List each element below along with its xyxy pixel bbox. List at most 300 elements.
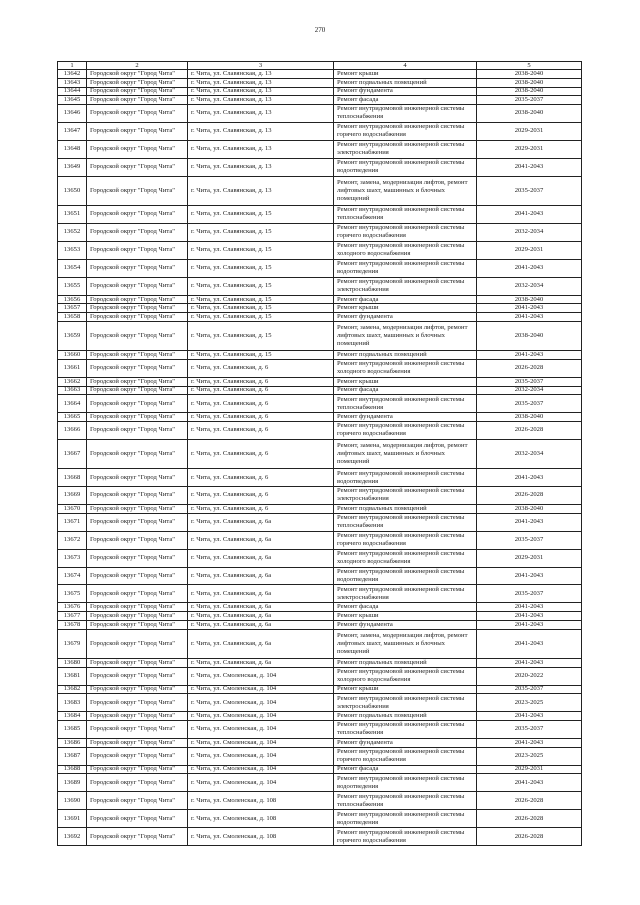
period-cell [477,630,582,659]
address-cell [188,96,334,105]
period-cell [477,828,582,846]
table-row [58,532,582,550]
row-number-text: 13668 [63,473,81,481]
work-type-text: Ремонт фасада [337,765,379,773]
table-row [58,487,582,505]
work-type-cell [334,88,477,97]
period-text: 2041-2043 [514,304,544,312]
municipality-cell [87,260,188,278]
table-row [58,514,582,532]
row-number-text: 13659 [63,331,81,339]
address-cell [188,242,334,260]
period-cell [477,313,582,322]
table-row [58,668,582,686]
address-cell [188,141,334,159]
work-type-text: Ремонт внутридомовой инженерной системы теплоснабжения [337,514,465,530]
table-row [58,694,582,712]
address-cell [188,686,334,695]
municipality-cell [87,224,188,242]
period-text: 2029-2031 [514,554,544,562]
address-cell [188,505,334,514]
address-cell [188,612,334,621]
row-number-cell [58,387,87,396]
work-type-cell [334,621,477,630]
table-row [58,612,582,621]
work-type-cell [334,712,477,721]
period-text: 2026-2028 [514,364,544,372]
municipality-text: Городской округ "Город Чита" [90,331,175,339]
row-number-cell [58,123,87,141]
column-header-1 [58,62,87,70]
address-cell [188,774,334,792]
table-row [58,568,582,586]
municipality-text: Городской округ "Город Чита" [90,210,175,218]
row-number-text: 13666 [63,426,81,434]
address-cell [188,748,334,766]
municipality-text: Городской округ "Город Чита" [90,246,175,254]
period-text: 2041-2043 [514,778,544,786]
work-type-text: Ремонт, замена, модернизация лифтов, ремонт лифтовых шахт, машинных и блочных помещений [337,178,468,202]
row-number-cell [58,721,87,739]
period-text: 2035-2037 [514,377,544,385]
work-type-text: Ремонт фундамента [337,313,393,320]
address-text: г. Чита, ул. Славянская, д. 6а [191,536,272,544]
municipality-cell [87,242,188,260]
municipality-cell [87,828,188,846]
work-type-cell [334,766,477,775]
municipality-cell [87,304,188,313]
column-header-4 [334,62,477,70]
row-number-cell [58,766,87,775]
address-cell [188,792,334,810]
address-text: г. Чита, ул. Смоленская, д. 104 [191,725,277,733]
period-text: 2038-2040 [514,109,544,117]
row-number-cell [58,739,87,748]
work-type-cell [334,322,477,351]
work-type-cell [334,378,477,387]
municipality-text: Городской округ "Город Чита" [90,377,175,385]
address-cell [188,395,334,413]
table-row [58,774,582,792]
work-type-cell [334,387,477,396]
address-text: г. Чита, ул. Славянская, д. 13 [191,186,272,194]
municipality-cell [87,395,188,413]
period-text: 2041-2043 [514,738,544,746]
period-text: 2029-2031 [514,145,544,153]
row-number-text: 13646 [63,109,81,117]
table-row [58,304,582,313]
row-number-cell [58,395,87,413]
municipality-text: Городской округ "Город Чита" [90,765,175,773]
municipality-text: Городской округ "Город Чита" [90,228,175,236]
row-number-text: 13661 [63,364,81,372]
period-cell [477,440,582,469]
period-cell [477,659,582,668]
municipality-text: Городской округ "Город Чита" [90,712,175,720]
row-number-cell [58,360,87,378]
row-number-cell [58,105,87,123]
municipality-text: Городской округ "Город Чита" [90,399,175,407]
address-cell [188,413,334,422]
work-type-text: Ремонт подвальных помещений [337,351,427,358]
address-cell [188,351,334,360]
table-row [58,603,582,612]
period-cell [477,360,582,378]
address-cell [188,360,334,378]
work-type-cell [334,177,477,206]
address-text: г. Чита, ул. Славянская, д. 6 [191,386,269,394]
table-row [58,422,582,440]
municipality-text: Городской округ "Город Чита" [90,814,175,822]
period-cell [477,568,582,586]
address-cell [188,378,334,387]
work-type-text: Ремонт фундамента [337,738,393,746]
period-text: 2041-2043 [514,712,544,720]
row-number-text: 13657 [63,304,81,312]
period-cell [477,351,582,360]
work-type-cell [334,694,477,712]
period-text: 2041-2043 [514,473,544,481]
row-number-cell [58,668,87,686]
row-number-cell [58,70,87,79]
address-text: г. Чита, ул. Смоленская, д. 104 [191,685,277,693]
row-number-text: 13683 [63,698,81,706]
work-type-cell [334,296,477,305]
row-number-cell [58,278,87,296]
row-number-cell [58,79,87,88]
row-number-text: 13667 [63,449,81,457]
table-row [58,206,582,224]
work-type-cell [334,440,477,469]
work-type-text: Ремонт внутридомовой инженерной системы горячего водоснабжения [337,828,465,844]
period-cell [477,550,582,568]
table-row [58,712,582,721]
period-text: 2026-2028 [514,814,544,822]
work-type-cell [334,422,477,440]
municipality-cell [87,748,188,766]
period-cell [477,177,582,206]
table-row [58,659,582,668]
row-number-text: 13654 [63,264,81,272]
address-cell [188,387,334,396]
work-type-cell [334,603,477,612]
period-text: 2026-2028 [514,796,544,804]
work-type-cell [334,123,477,141]
period-text: 2026-2028 [514,832,544,840]
column-header-1-text: 1 [70,62,74,69]
municipality-cell [87,792,188,810]
period-cell [477,123,582,141]
row-number-cell [58,96,87,105]
municipality-text: Городской округ "Город Чита" [90,351,175,358]
table-row [58,360,582,378]
work-type-cell [334,313,477,322]
row-number-text: 13648 [63,145,81,153]
address-cell [188,224,334,242]
period-cell [477,514,582,532]
work-type-text: Ремонт фасада [337,603,379,611]
municipality-cell [87,79,188,88]
row-number-text: 13689 [63,778,81,786]
column-header-2-text: 2 [135,62,139,69]
table-row [58,469,582,487]
table-body [58,70,582,846]
period-text: 2026-2028 [514,491,544,499]
period-cell [477,105,582,123]
work-type-cell [334,206,477,224]
table-row [58,505,582,514]
address-text: г. Чита, ул. Славянская, д. 13 [191,127,272,135]
period-cell [477,278,582,296]
work-type-cell [334,224,477,242]
work-type-text: Ремонт внутридомовой инженерной системы водоотведения [337,567,465,583]
row-number-text: 13670 [63,504,81,512]
municipality-text: Городской округ "Город Чита" [90,127,175,135]
work-type-cell [334,630,477,659]
table-row [58,395,582,413]
address-cell [188,514,334,532]
period-cell [477,206,582,224]
address-text: г. Чита, ул. Славянская, д. 13 [191,96,272,104]
municipality-cell [87,603,188,612]
work-type-text: Ремонт внутридомовой инженерной системы теплоснабжения [337,206,465,222]
work-type-text: Ремонт крыши [337,304,379,312]
address-cell [188,159,334,177]
address-cell [188,668,334,686]
work-type-cell [334,141,477,159]
row-number-cell [58,792,87,810]
municipality-text: Городской округ "Город Чита" [90,304,175,312]
period-text: 2035-2037 [514,399,544,407]
row-number-cell [58,828,87,846]
period-text: 2041-2043 [514,518,544,526]
work-type-text: Ремонт крыши [337,70,379,77]
row-number-text: 13682 [63,685,81,693]
row-number-text: 13688 [63,765,81,773]
period-text: 2035-2037 [514,536,544,544]
work-type-text: Ремонт внутридомовой инженерной системы водоотведения [337,260,465,276]
work-type-cell [334,659,477,668]
period-cell [477,810,582,828]
municipality-cell [87,360,188,378]
table-row [58,88,582,97]
table-row [58,630,582,659]
work-type-text: Ремонт подвальных помещений [337,504,427,512]
municipality-text: Городской округ "Город Чита" [90,109,175,117]
work-type-cell [334,96,477,105]
column-header-5 [477,62,582,70]
row-number-cell [58,141,87,159]
column-header-2 [87,62,188,70]
row-number-cell [58,206,87,224]
work-type-text: Ремонт крыши [337,377,379,385]
table-row [58,96,582,105]
table-row [58,387,582,396]
period-cell [477,721,582,739]
period-cell [477,159,582,177]
row-number-text: 13675 [63,589,81,597]
municipality-cell [87,766,188,775]
period-cell [477,739,582,748]
period-cell [477,242,582,260]
municipality-cell [87,810,188,828]
municipality-cell [87,296,188,305]
municipality-cell [87,413,188,422]
municipality-text: Городской округ "Город Чита" [90,295,175,303]
address-text: г. Чита, ул. Смоленская, д. 104 [191,752,277,760]
work-type-text: Ремонт подвальных помещений [337,658,427,666]
address-text: г. Чита, ул. Смоленская, д. 104 [191,712,277,720]
period-cell [477,748,582,766]
municipality-cell [87,712,188,721]
address-cell [188,659,334,668]
address-text: г. Чита, ул. Славянская, д. 13 [191,70,272,77]
address-text: г. Чита, ул. Смоленская, д. 104 [191,672,277,680]
municipality-text: Городской округ "Город Чита" [90,426,175,434]
municipality-cell [87,88,188,97]
row-number-cell [58,810,87,828]
address-text: г. Чита, ул. Славянская, д. 6 [191,473,269,481]
table-row [58,828,582,846]
table-row [58,296,582,305]
row-number-cell [58,514,87,532]
work-type-cell [334,360,477,378]
address-text: г. Чита, ул. Смоленская, д. 108 [191,814,277,822]
period-cell [477,70,582,79]
table-row [58,322,582,351]
address-text: г. Чита, ул. Славянская, д. 6а [191,571,272,579]
municipality-text: Городской округ "Город Чита" [90,589,175,597]
work-type-cell [334,774,477,792]
municipality-text: Городской округ "Город Чита" [90,313,175,320]
municipality-text: Городской округ "Город Чита" [90,738,175,746]
work-type-text: Ремонт внутридомовой инженерной системы теплоснабжения [337,721,465,737]
address-text: г. Чита, ул. Славянская, д. 6 [191,377,269,385]
table-row [58,748,582,766]
work-type-cell [334,487,477,505]
row-number-cell [58,748,87,766]
table-row [58,550,582,568]
period-text: 2032-2034 [514,282,544,290]
municipality-cell [87,159,188,177]
work-type-text: Ремонт внутридомовой инженерной системы теплоснабжения [337,792,465,808]
period-cell [477,505,582,514]
table-row [58,440,582,469]
address-cell [188,177,334,206]
municipality-cell [87,550,188,568]
address-text: г. Чита, ул. Славянская, д. 6а [191,658,272,666]
address-cell [188,630,334,659]
row-number-cell [58,487,87,505]
address-text: г. Чита, ул. Славянская, д. 6а [191,518,272,526]
row-number-cell [58,532,87,550]
work-type-cell [334,810,477,828]
address-text: г. Чита, ул. Славянская, д. 13 [191,145,272,153]
period-text: 2035-2037 [514,186,544,194]
address-cell [188,206,334,224]
period-cell [477,792,582,810]
work-type-cell [334,278,477,296]
work-type-text: Ремонт фасада [337,96,379,104]
work-type-cell [334,668,477,686]
row-number-text: 13643 [63,78,81,86]
table-row [58,792,582,810]
address-cell [188,828,334,846]
work-type-cell [334,686,477,695]
period-text: 2023-2025 [514,752,544,760]
municipality-cell [87,278,188,296]
address-cell [188,621,334,630]
address-text: г. Чита, ул. Славянская, д. 6а [191,620,272,628]
column-header-4-text: 4 [403,62,407,69]
period-cell [477,224,582,242]
table-row [58,70,582,79]
row-number-text: 13658 [63,313,81,320]
work-type-cell [334,514,477,532]
address-text: г. Чита, ул. Славянская, д. 13 [191,109,272,117]
row-number-cell [58,88,87,97]
table-row [58,810,582,828]
row-number-cell [58,242,87,260]
work-type-cell [334,532,477,550]
address-text: г. Чита, ул. Славянская, д. 15 [191,210,272,218]
period-text: 2035-2037 [514,685,544,693]
table-row [58,123,582,141]
municipality-cell [87,739,188,748]
work-type-cell [334,469,477,487]
period-cell [477,304,582,313]
work-type-text: Ремонт фасада [337,295,379,303]
municipality-text: Городской округ "Город Чита" [90,612,175,619]
work-type-text: Ремонт внутридомовой инженерной системы электроснабжения [337,487,465,503]
address-cell [188,278,334,296]
work-type-cell [334,505,477,514]
municipality-text: Городской округ "Город Чита" [90,778,175,786]
work-type-cell [334,585,477,603]
municipality-cell [87,70,188,79]
column-header-3 [188,62,334,70]
table-row [58,105,582,123]
period-text: 2026-2028 [514,426,544,434]
row-number-cell [58,351,87,360]
address-cell [188,70,334,79]
period-text: 2041-2043 [514,612,544,619]
address-cell [188,313,334,322]
period-text: 2041-2043 [514,603,544,611]
work-type-text: Ремонт внутридомовой инженерной системы электроснабжения [337,278,465,294]
period-cell [477,422,582,440]
address-cell [188,88,334,97]
work-type-cell [334,568,477,586]
municipality-text: Городской округ "Город Чита" [90,672,175,680]
period-text: 2029-2031 [514,765,544,773]
row-number-text: 13655 [63,282,81,290]
address-text: г. Чита, ул. Смоленская, д. 104 [191,698,277,706]
work-type-cell [334,395,477,413]
period-text: 2032-2034 [514,449,544,457]
period-text: 2035-2037 [514,725,544,733]
municipality-cell [87,313,188,322]
period-cell [477,603,582,612]
row-number-text: 13687 [63,752,81,760]
municipality-text: Городской округ "Город Чита" [90,264,175,272]
work-type-text: Ремонт, замена, модернизация лифтов, ремонт лифтовых шахт, машинных и блочных помещений [337,441,468,465]
work-type-text: Ремонт фасада [337,386,379,394]
work-type-cell [334,550,477,568]
row-number-text: 13685 [63,725,81,733]
address-text: г. Чита, ул. Смоленская, д. 108 [191,832,277,840]
address-text: г. Чита, ул. Славянская, д. 6 [191,364,269,372]
